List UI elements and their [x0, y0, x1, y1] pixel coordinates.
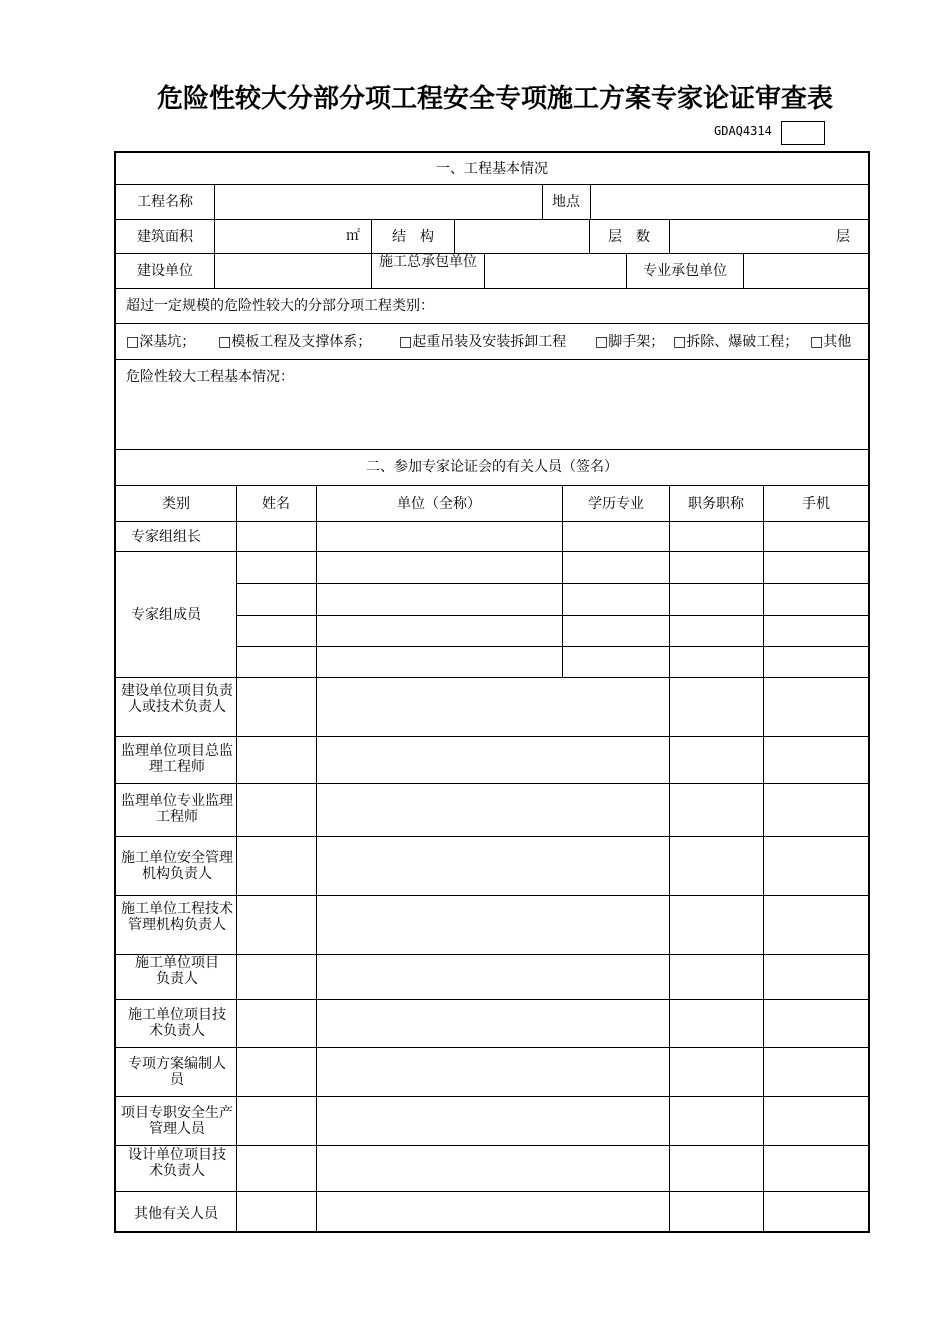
form-code: GDAQ4314: [714, 124, 772, 138]
row-label-plan-author: 专项方案编制人员: [128, 1056, 226, 1088]
category-other[interactable]: □其他: [810, 334, 852, 350]
column-category: 类别: [162, 496, 190, 512]
basic-info-field[interactable]: [118, 387, 866, 447]
area-unit: ㎡: [346, 228, 360, 244]
row-label-expert-leader: 专家组组长: [131, 529, 201, 545]
column-unit: 单位（全称）: [397, 496, 481, 512]
row-label-project-leader: 施工单位项目负责人: [135, 955, 219, 987]
location-field[interactable]: [591, 185, 867, 218]
sub-contractor-label: 专业承包单位: [643, 263, 727, 279]
location-label: 地点: [552, 194, 580, 210]
project-name-label: 工程名称: [137, 194, 193, 210]
category-demolition[interactable]: □拆除、爆破工程；: [673, 334, 799, 350]
category-lifting[interactable]: □起重吊装及安装拆卸工程: [399, 334, 567, 350]
column-name: 姓名: [262, 496, 290, 512]
builder-label: 建设单位: [137, 263, 193, 279]
row-label-designer: 设计单位项目技术负责人: [128, 1147, 226, 1179]
row-label-specialist-supervisor: 监理单位专业监理工程师: [121, 793, 233, 825]
column-title: 职务职称: [688, 496, 744, 512]
section1-heading: 一、工程基本情况: [436, 161, 548, 177]
row-label-safety-officer: 项目专职安全生产管理人员: [121, 1105, 233, 1137]
row-label-safety-manager: 施工单位安全管理机构负责人: [121, 850, 233, 882]
sub-contractor-field[interactable]: [744, 254, 867, 287]
form-title: 危险性较大分部分项工程安全专项施工方案专家论证审查表: [156, 84, 833, 114]
row-label-project-tech-leader: 施工单位项目技术负责人: [128, 1007, 226, 1039]
form-number-box[interactable]: [781, 121, 825, 145]
area-label: 建筑面积: [137, 229, 193, 245]
row-label-others: 其他有关人员: [134, 1206, 218, 1222]
basic-info-label: 危险性较大工程基本情况：: [126, 369, 294, 385]
builder-field[interactable]: [215, 254, 370, 287]
row-label-builder-leader: 建设单位项目负责人或技术负责人: [121, 683, 233, 715]
general-contractor-label: 施工总承包单位: [379, 254, 477, 270]
column-phone: 手机: [802, 496, 830, 512]
review-form-table: [114, 151, 870, 1233]
floors-label: 层 数: [608, 229, 650, 245]
row-label-tech-manager: 施工单位工程技术管理机构负责人: [121, 901, 233, 933]
column-education: 学历专业: [588, 496, 644, 512]
floors-unit: 层: [836, 229, 850, 245]
category-scaffold[interactable]: □脚手架；: [595, 334, 665, 350]
row-label-chief-supervisor: 监理单位项目总监理工程师: [121, 743, 233, 775]
category-label: 超过一定规模的危险性较大的分部分项工程类别：: [126, 298, 434, 314]
project-name-field[interactable]: [215, 185, 541, 218]
structure-label: 结 构: [392, 229, 434, 245]
structure-field[interactable]: [455, 220, 588, 252]
general-contractor-field[interactable]: [485, 254, 625, 287]
section2-heading: 二、参加专家论证会的有关人员（签名）: [366, 459, 618, 475]
category-deep-pit[interactable]: □深基坑；: [126, 334, 196, 350]
row-label-expert-members: 专家组成员: [131, 607, 201, 623]
category-formwork[interactable]: □模板工程及支撑体系；: [218, 334, 372, 350]
